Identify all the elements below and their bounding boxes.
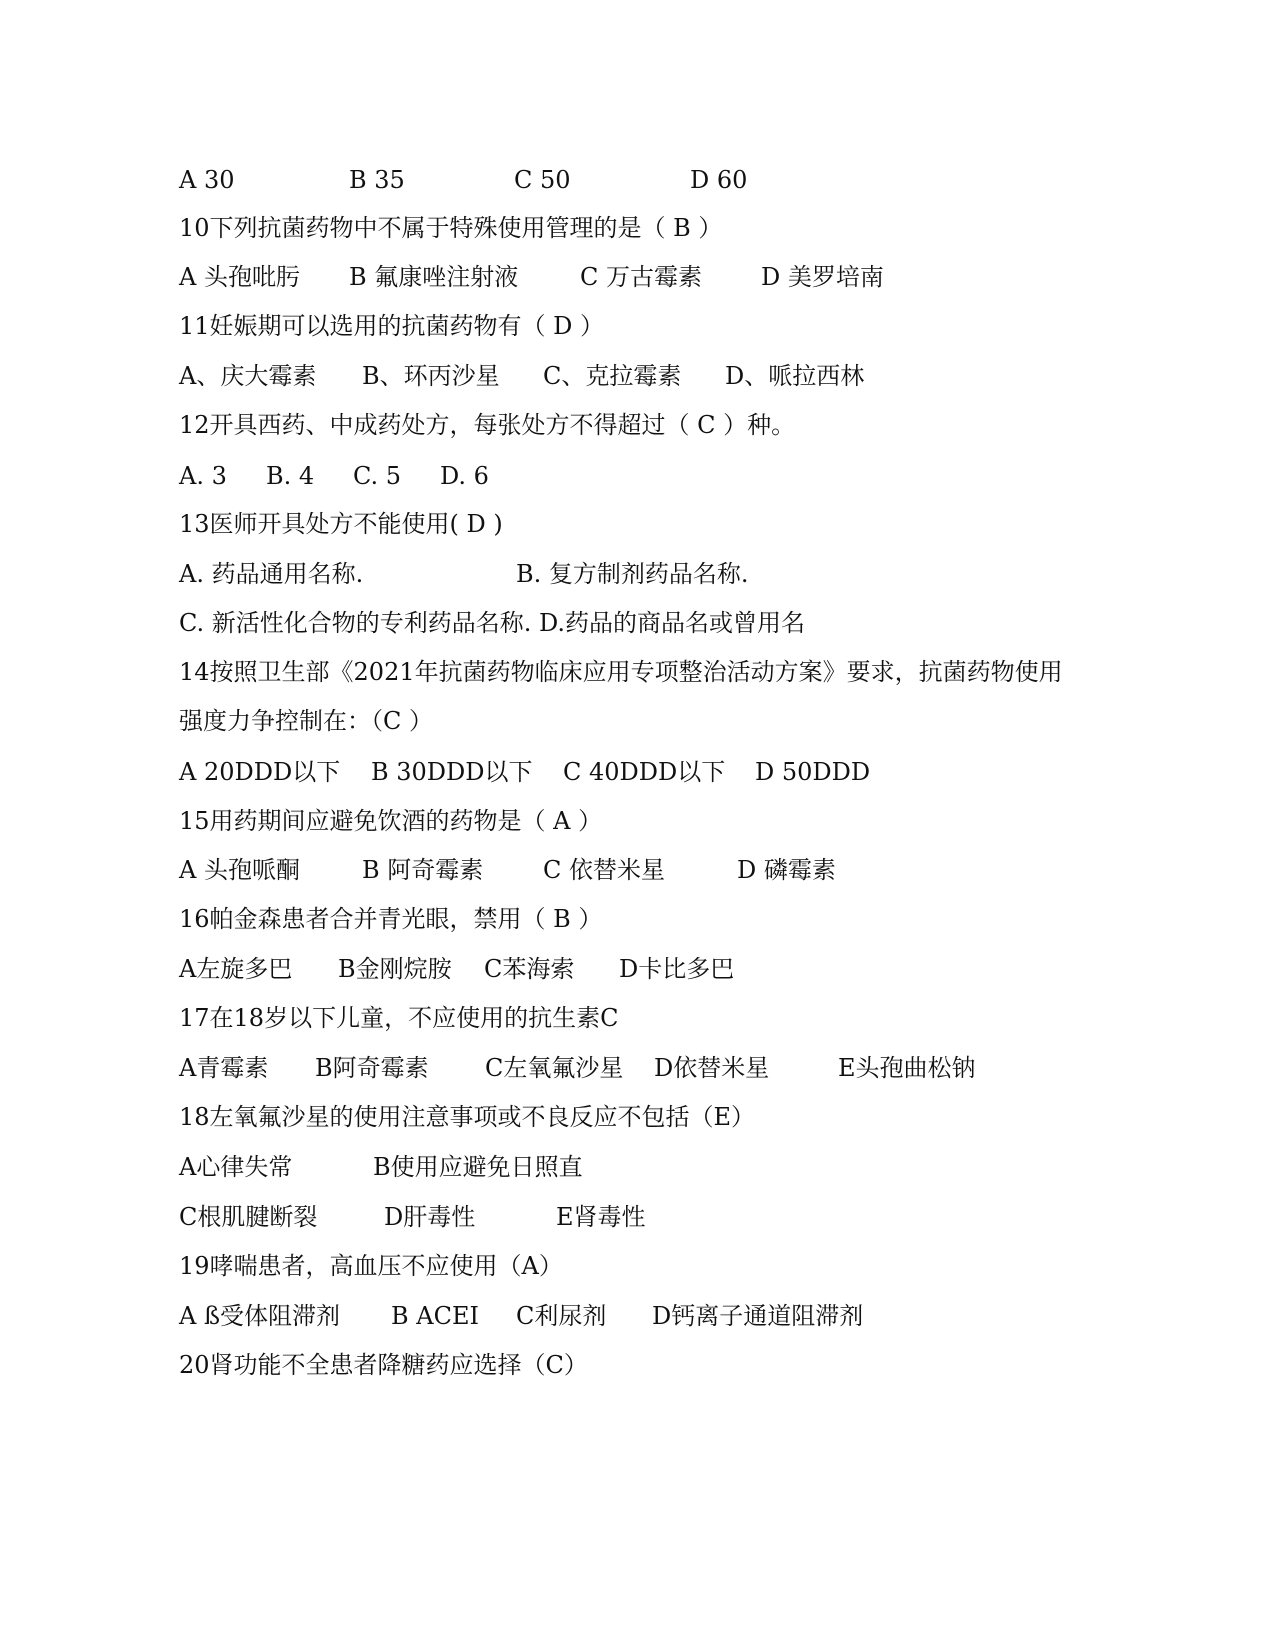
- option-d: D 磷霉素: [737, 856, 836, 884]
- question-text: 11妊娠期可以选用的抗菌药物有（ D ）: [179, 312, 605, 340]
- question-text: 19哮喘患者，高血压不应使用（A）: [179, 1252, 563, 1280]
- option-c: C左氧氟沙星: [485, 1054, 624, 1082]
- option-d: D钙离子通道阻滞剂: [652, 1302, 864, 1330]
- option-a: A青霉素: [179, 1054, 269, 1082]
- option-d: D. 6: [440, 462, 489, 490]
- option-c: C、克拉霉素: [543, 362, 682, 390]
- option-e: E头孢曲松钠: [838, 1054, 976, 1082]
- question-text: 15用药期间应避免饮酒的药物是（ A ）: [179, 807, 603, 835]
- option-c: C 依替米星: [543, 856, 665, 884]
- option-c: C 50: [514, 166, 571, 194]
- option-a: A 头孢哌酮: [179, 856, 300, 884]
- option-a: A、庆大霉素: [179, 362, 317, 390]
- question-text: 14按照卫生部《2021年抗菌药物临床应用专项整治活动方案》要求，抗菌药物使用: [179, 658, 1063, 686]
- option-b: B 30DDD以下: [371, 758, 533, 786]
- option-c: C利尿剂: [516, 1302, 607, 1330]
- option-a: A ß受体阻滞剂: [179, 1302, 340, 1330]
- option-b: B. 复方制剂药品名称.: [516, 560, 749, 588]
- option-c: C根肌腱断裂: [179, 1203, 318, 1231]
- question-text: 16帕金森患者合并青光眼，禁用（ B ）: [179, 905, 603, 933]
- option-d: D依替米星: [654, 1054, 770, 1082]
- question-text: 13医师开具处方不能使用( D ): [179, 510, 503, 538]
- option-b: B阿奇霉素: [315, 1054, 429, 1082]
- option-a: A 30: [179, 166, 235, 194]
- question-text: 17在18岁以下儿童，不应使用的抗生素C: [179, 1004, 619, 1032]
- option-c: C苯海索: [484, 955, 575, 983]
- question-text: 20肾功能不全患者降糖药应选择（C）: [179, 1351, 588, 1379]
- question-text: 10下列抗菌药物中不属于特殊使用管理的是（ B ）: [179, 214, 723, 242]
- option-c: C. 5: [353, 462, 402, 490]
- option-a: A 头孢吡肟: [179, 263, 300, 291]
- option-b: B金刚烷胺: [338, 955, 452, 983]
- option-b: B 阿奇霉素: [362, 856, 484, 884]
- option-e: E肾毒性: [556, 1203, 646, 1231]
- option-d: D卡比多巴: [619, 955, 735, 983]
- option-d: D 50DDD: [755, 758, 871, 786]
- question-text: 12开具西药、中成药处方，每张处方不得超过（ C ）种。: [179, 411, 796, 439]
- question-text: 18左氧氟沙星的使用注意事项或不良反应不包括（E）: [179, 1103, 756, 1131]
- option-b: B ACEI: [391, 1302, 479, 1330]
- option-d: D、哌拉西林: [725, 362, 865, 390]
- option-c: C 40DDD以下: [563, 758, 726, 786]
- question-20: [0, 1350, 588, 1440]
- option-b: B使用应避免日照直: [373, 1153, 583, 1181]
- option-b: B. 4: [266, 462, 315, 490]
- option-b: B 35: [349, 166, 405, 194]
- question-text: 强度力争控制在：（C ）: [179, 707, 433, 735]
- option-b: B 氟康唑注射液: [349, 263, 519, 291]
- option-a: A左旋多巴: [179, 955, 293, 983]
- option-a: A. 3: [179, 462, 227, 490]
- option-a: A 20DDD以下: [179, 758, 341, 786]
- option-d: D 美罗培南: [761, 263, 884, 291]
- option-d: D肝毒性: [384, 1203, 476, 1231]
- option-a: A. 药品通用名称.: [179, 560, 364, 588]
- option-d: D 60: [690, 166, 748, 194]
- option-c-d: C. 新活性化合物的专利药品名称. D.药品的商品名或曾用名: [179, 609, 806, 637]
- option-a: A心律失常: [179, 1153, 293, 1181]
- option-b: B、环丙沙星: [362, 362, 500, 390]
- option-c: C 万古霉素: [580, 263, 702, 291]
